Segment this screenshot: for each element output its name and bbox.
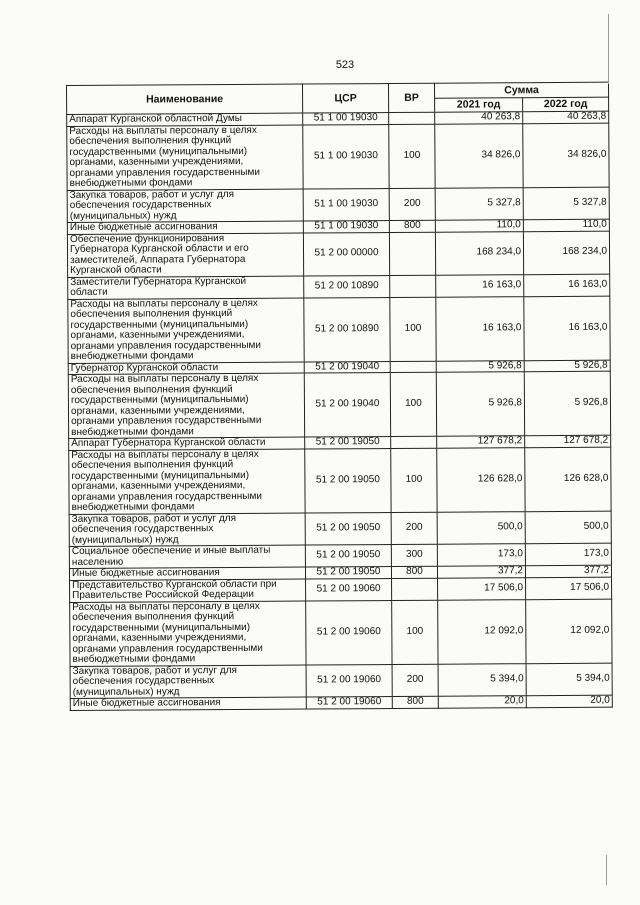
row-vr: 800 <box>391 566 437 578</box>
row-amount-2022: 16 163,0 <box>524 296 610 361</box>
row-amount-2021: 12 092,0 <box>438 599 526 664</box>
row-name: Расходы на выплаты персоналу в целях обеспечения выполнения функций государственными (муниципальными) органами, казенными учреждениями, органами управления государственными внебюджетными фондами <box>70 601 306 666</box>
row-amount-2021: 500,0 <box>437 511 525 544</box>
table-row <box>69 511 611 547</box>
row-vr: 300 <box>391 544 437 566</box>
row-amount-2022: 126 628,0 <box>525 447 611 512</box>
row-amount-2021: 5 926,8 <box>436 372 524 437</box>
row-name: Заместители Губернатора Курганской области <box>68 276 304 299</box>
row-name: Расходы на выплаты персоналу в целях обеспечения выполнения функций государственными (муниципальными) органами, казенными учреждениями, органами управления государственными внебюджетными фондами <box>68 298 304 363</box>
row-vr <box>389 232 435 275</box>
row-amount-2022: 5 394,0 <box>526 663 612 696</box>
row-csr: 51 1 00 19030 <box>303 124 389 189</box>
row-amount-2021: 34 826,0 <box>435 123 523 188</box>
row-amount-2021: 168 234,0 <box>435 231 523 275</box>
row-amount-2022: 127 678,2 <box>525 435 611 447</box>
row-csr: 51 2 00 19040 <box>304 373 390 438</box>
row-amount-2022: 34 826,0 <box>523 123 609 188</box>
table-row <box>68 371 610 438</box>
scan-mark-top <box>608 14 609 84</box>
row-amount-2021: 5 327,8 <box>435 187 523 220</box>
row-vr: 200 <box>389 188 435 221</box>
row-amount-2022: 5 926,8 <box>524 360 610 372</box>
row-amount-2022: 5 327,8 <box>523 187 609 220</box>
row-amount-2022: 5 926,8 <box>524 371 610 436</box>
row-amount-2021: 16 163,0 <box>436 296 524 361</box>
table-row <box>67 123 609 190</box>
row-amount-2021: 377,2 <box>437 566 525 578</box>
header-name: Наименование <box>67 84 303 114</box>
row-vr <box>391 436 437 448</box>
row-name: Расходы на выплаты персоналу в целях обеспечения выполнения функций государственными (муниципальными) органами, казенными учреждениями, органами управления государственными внебюджетными фондами <box>67 125 303 190</box>
row-csr: 51 2 00 19060 <box>306 600 392 665</box>
row-csr: 51 2 00 19050 <box>305 437 391 449</box>
row-amount-2022: 40 263,8 <box>523 111 609 123</box>
row-csr: 51 2 00 10890 <box>304 275 390 298</box>
row-amount-2022: 17 506,0 <box>526 577 612 600</box>
row-csr: 51 2 00 19040 <box>304 361 390 373</box>
row-name: Социальное обеспечение и иные выплаты населению <box>69 545 305 568</box>
row-csr: 51 2 00 19060 <box>306 578 392 601</box>
row-vr <box>389 112 435 124</box>
row-vr <box>392 578 438 600</box>
table-header <box>67 82 609 114</box>
table-row <box>69 447 611 514</box>
table-row <box>67 187 609 223</box>
row-name: Закупка товаров, работ и услуг для обеспечения государственных (муниципальных) нужд <box>67 189 303 223</box>
row-vr: 100 <box>390 297 436 361</box>
row-csr: 51 1 00 19030 <box>303 188 389 221</box>
row-csr: 51 2 00 19060 <box>306 664 392 697</box>
row-vr: 100 <box>390 372 436 436</box>
row-name: Иные бюджетные ассигнования <box>67 221 303 234</box>
row-vr: 800 <box>389 220 435 232</box>
row-amount-2022: 168 234,0 <box>523 231 609 275</box>
row-csr: 51 2 00 00000 <box>303 232 389 276</box>
row-csr: 51 2 00 19050 <box>305 545 391 568</box>
row-vr: 100 <box>392 600 438 664</box>
budget-table <box>66 82 613 711</box>
row-name: Губернатор Курганской области <box>68 362 304 375</box>
row-name: Закупка товаров, работ и услуг для обеспечения государственных (муниципальных) нужд <box>70 665 306 699</box>
row-vr <box>390 361 436 373</box>
row-amount-2022: 110,0 <box>523 219 609 231</box>
row-amount-2021: 126 628,0 <box>437 447 525 512</box>
table-row <box>68 296 610 363</box>
row-vr: 200 <box>392 664 438 697</box>
row-vr: 800 <box>392 696 438 708</box>
row-name: Обеспечение функционирования Губернатора Курганской области и его заместителей, Аппарата Губернатора Курганской области <box>67 233 303 277</box>
row-amount-2022: 12 092,0 <box>526 599 612 664</box>
row-amount-2021: 127 678,2 <box>437 436 525 448</box>
page-number: 523 <box>335 59 355 71</box>
table-row <box>67 231 609 277</box>
header-vr: ВР <box>388 83 434 112</box>
row-amount-2022: 377,2 <box>525 565 611 577</box>
row-amount-2021: 40 263,8 <box>435 112 523 124</box>
row-name: Представительство Курганской области при Правительстве Российской Федерации <box>70 579 306 602</box>
header-sum: Сумма <box>434 82 608 98</box>
row-name: Иные бюджетные ассигнования <box>69 567 305 580</box>
header-year-2022: 2022 год <box>523 97 609 112</box>
table-row <box>70 599 612 666</box>
row-name: Расходы на выплаты персоналу в целях обеспечения выполнения функций государственными (муниципальными) органами, казенными учреждениями, органами управления государственными внебюджетными фондами <box>69 449 305 514</box>
row-amount-2021: 110,0 <box>435 220 523 232</box>
row-amount-2021: 17 506,0 <box>438 577 526 600</box>
row-csr: 51 2 00 19050 <box>305 448 391 513</box>
row-amount-2021: 16 163,0 <box>436 274 524 297</box>
row-name: Иные бюджетные ассигнования <box>70 697 306 710</box>
header-year-2021: 2021 год <box>435 98 523 113</box>
row-vr: 200 <box>391 512 437 545</box>
table-body <box>67 111 613 710</box>
row-name: Аппарат Курганской областной Думы <box>67 113 303 126</box>
table-row <box>70 663 612 699</box>
row-vr: 100 <box>391 448 437 512</box>
row-amount-2021: 5 926,8 <box>436 360 524 372</box>
row-csr: 51 2 00 19050 <box>305 512 391 545</box>
row-csr: 51 1 00 19030 <box>303 221 389 233</box>
row-name: Расходы на выплаты персоналу в целях обеспечения выполнения функций государственными (муниципальными) органами, казенными учреждениями, органами управления государственными внебюджетными фондами <box>68 373 304 438</box>
row-vr: 100 <box>389 124 435 188</box>
table-row <box>70 695 612 710</box>
row-amount-2022: 20,0 <box>526 695 612 707</box>
row-csr: 51 2 00 19060 <box>306 697 392 709</box>
header-csr: ЦСР <box>302 84 388 114</box>
row-csr: 51 1 00 19030 <box>303 113 389 125</box>
row-amount-2022: 173,0 <box>525 543 611 566</box>
row-csr: 51 2 00 10890 <box>304 297 390 362</box>
scan-mark-bottom <box>606 855 607 885</box>
row-name: Закупка товаров, работ и услуг для обеспечения государственных (муниципальных) нужд <box>69 513 305 547</box>
row-amount-2021: 20,0 <box>438 696 526 708</box>
row-amount-2022: 16 163,0 <box>524 274 610 297</box>
row-csr: 51 2 00 19050 <box>305 567 391 579</box>
row-amount-2021: 5 394,0 <box>438 663 526 696</box>
row-name: Аппарат Губернатора Курганской области <box>69 437 305 450</box>
row-amount-2022: 500,0 <box>525 511 611 544</box>
row-vr <box>390 275 436 297</box>
row-amount-2021: 173,0 <box>437 544 525 567</box>
